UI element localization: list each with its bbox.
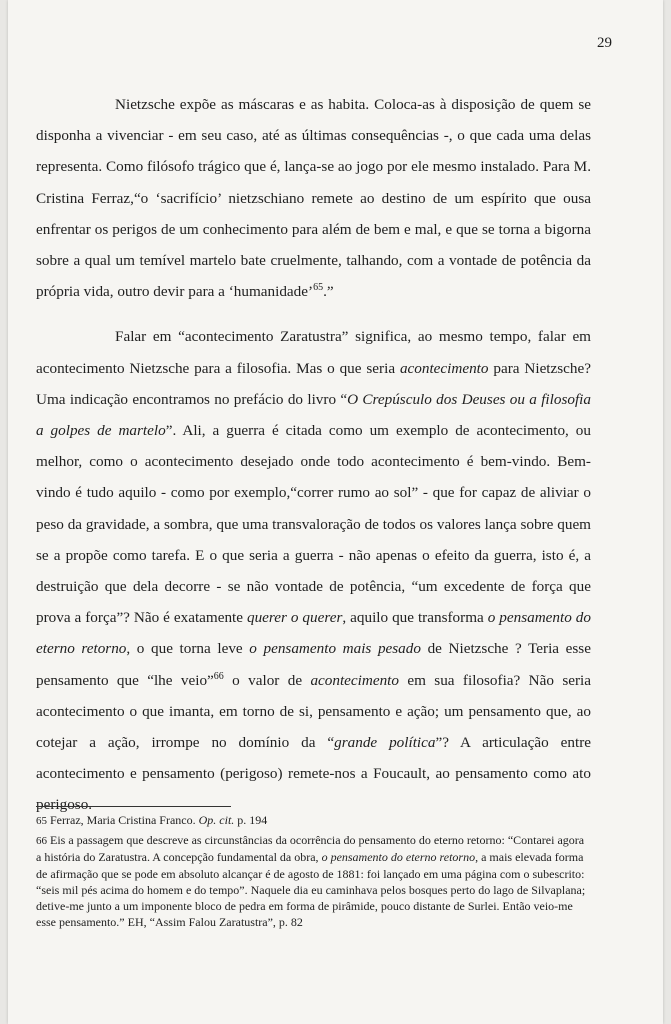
text-span: de Nietzsche ? Teria esse pensamento que “lhe veio”	[36, 640, 591, 689]
emphasis: Op. cit.	[198, 813, 235, 827]
emphasis: acontecimento	[310, 671, 399, 689]
text-span: ”. Ali, a guerra é citada como um exemplo de acontecimento, ou melhor, como o acontecimento desejado onde todo acontecimento é bem-vindo. Bem-vindo é tudo aquilo - como por exemplo,“correr rumo ao sol” - que for capaz de aliviar o peso da gravidade, a sombra, que uma transvaloração de todos os valores lança sobre quem se a propõe como tarefa. E o que seria a guerra - não apenas o efeito da guerra, isto é, a destruição que dela decorre - se não vontade de potência, “um excedente de força que prova a força”? Não é exatamente	[36, 422, 591, 627]
text-span: Falar em “acontecimento Zaratustra” significa, ao mesmo tempo, falar em acontecimento Nietzsche para a filosofia. Mas o que seria	[36, 328, 591, 377]
emphasis: acontecimento	[399, 359, 489, 377]
emphasis: o pensamento do eterno retorno	[36, 609, 591, 658]
emphasis: o pensamento do eterno retorno	[321, 850, 476, 865]
text-span: em sua filosofia? Não seria acontecimento o que imanta, em torno de si, pensamento e ação; um pensamento que, ao cotejar a ação, irrompe no domínio da “	[36, 671, 592, 752]
footnote-number: 65	[36, 815, 47, 827]
text-span: p. 194	[234, 813, 268, 827]
text-span: .”	[323, 283, 334, 301]
footnote-65	[36, 812, 588, 829]
text-span: o valor de	[223, 671, 311, 689]
paragraph-2	[36, 321, 591, 820]
footnote-reference-65: 65	[313, 282, 324, 294]
text-span: ”? A articulação entre acontecimento e pensamento (perigoso) remete-nos a Foucault, ao pensamento como ato perigoso.	[36, 734, 591, 814]
footnotes	[36, 812, 588, 930]
text-span: para Nietzsche? Uma indicação encontramos no prefácio do livro “	[36, 359, 591, 408]
text-span: Eis a passagem que descreve as circunstâncias da ocorrência do pensamento do eterno retorno: “Contarei agora a história do Zaratustra. A concepção fundamental da obra,	[36, 833, 585, 865]
document-page	[8, 0, 663, 1024]
text-span: Ferraz, Maria Cristina Franco.	[50, 813, 199, 827]
emphasis: querer o querer	[246, 609, 343, 627]
text-span: , a mais elevada forma de afirmação que se pode em absoluto alcançar é de agosto de 1881: foi lançado em uma página com o subescrito: “seis mil pés acima do homem e do tempo”. Naquele dia eu caminhava pelos bosques perto do lago de Silvaplana; detive-me junto a um imponente bloco de pedra em forma de pirâmide, pouco distante de Surlei. Então veio-me esse pensamento.” EH, “Assim Falou Zaratustra”, p. 82	[36, 850, 586, 930]
footnote-separator	[36, 806, 231, 807]
emphasis: grande política	[334, 734, 436, 752]
text-span: , aquilo que transforma	[342, 609, 488, 627]
body-text	[36, 89, 591, 821]
paragraph-1	[36, 89, 591, 307]
footnote-66	[36, 832, 588, 930]
footnote-reference-66: 66	[213, 670, 224, 682]
text-span: Nietzsche expõe as máscaras e as habita. Coloca-as à disposição de quem se disponha a vivenciar - em seu caso, até as últimas consequências -, o que cada uma delas representa. Como filósofo trágico que é, lança-se ao jogo por ele mesmo instalado. Para M. Cristina Ferraz,“o ‘sacrifício’ nietzschiano remete ao destino de um espírito que ousa enfrentar os perigos de um conhecimento para além de bem e mal, e que se torna a bigorna sobre a qual um temível martelo bate cruelmente, talhando, com a vontade de potência da própria vida, outro devir para a ‘humanidade’	[36, 96, 591, 301]
book-title: O Crepúsculo dos Deuses ou a filosofia a golpes de martelo	[36, 390, 591, 440]
emphasis: o pensamento mais pesado	[249, 640, 421, 658]
text-span: , o que torna leve	[126, 640, 250, 658]
footnote-number: 66	[36, 835, 47, 848]
page-number: 29	[597, 35, 612, 51]
